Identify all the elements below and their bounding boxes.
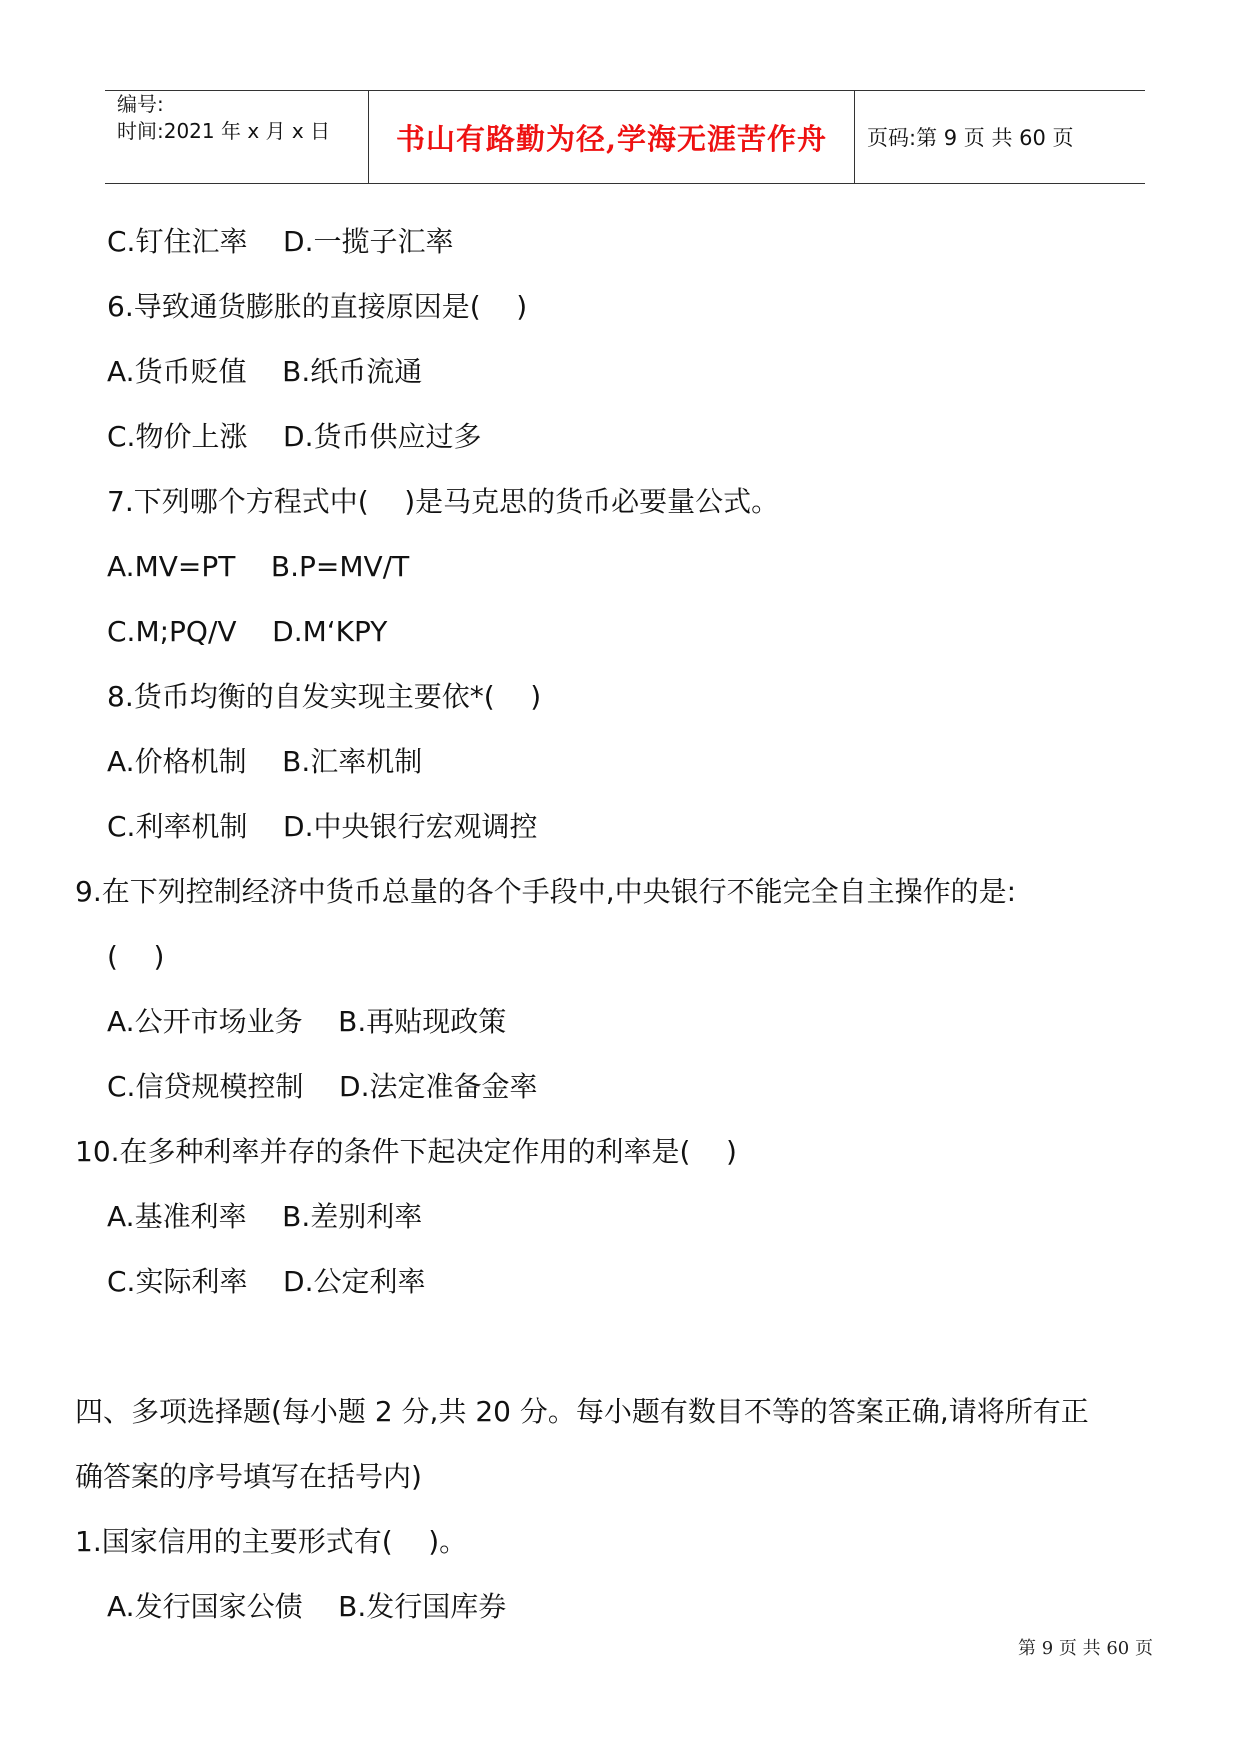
option-line: C.实际利率 D.公定利率 xyxy=(107,1265,426,1298)
section-heading: 确答案的序号填写在括号内) xyxy=(75,1460,422,1493)
section-heading: 四、多项选择题(每小题 2 分,共 20 分。每小题有数目不等的答案正确,请将所有正 xyxy=(75,1395,1089,1428)
text-line: C.钉住汇率 D.一揽子汇率 xyxy=(107,225,454,258)
time-label: 时间:2021 年 x 月 x 日 xyxy=(117,119,331,143)
number-label: 编号: xyxy=(117,92,164,116)
question-line: 8.货币均衡的自发实现主要依*( ) xyxy=(107,680,542,713)
page-footer: 第 9 页 共 60 页 xyxy=(1018,1638,1153,1659)
header-motto xyxy=(369,91,855,183)
option-line: A.基准利率 B.差别利率 xyxy=(107,1200,423,1233)
motto-text: 书山有路勤为径,学海无涯苦作舟 xyxy=(395,121,828,156)
option-line: A.MV=PT B.P=MV/T xyxy=(107,550,410,583)
option-line: C.利率机制 D.中央银行宏观调控 xyxy=(107,810,538,843)
option-line: C.M;PQ/V D.M‘KPY xyxy=(107,615,388,648)
page-header xyxy=(105,90,1145,184)
option-line: C.信贷规模控制 D.法定准备金率 xyxy=(107,1070,538,1103)
question-line: 1.国家信用的主要形式有( )。 xyxy=(75,1525,468,1558)
question-line: 9.在下列控制经济中货币总量的各个手段中,中央银行不能完全自主操作的是: xyxy=(75,875,1017,908)
option-line: A.公开市场业务 B.再贴现政策 xyxy=(107,1005,507,1038)
header-page-info: 页码:第 9 页 共 60 页 xyxy=(867,126,1074,150)
option-line: C.物价上涨 D.货币供应过多 xyxy=(107,420,482,453)
question-line: 10.在多种利率并存的条件下起决定作用的利率是( ) xyxy=(75,1135,737,1168)
option-line: A.发行国家公债 B.发行国库券 xyxy=(107,1590,507,1623)
question-line: ( ) xyxy=(107,940,165,973)
question-line: 7.下列哪个方程式中( )是马克思的货币必要量公式。 xyxy=(107,485,780,518)
header-meta xyxy=(105,91,369,183)
option-line: A.货币贬值 B.纸币流通 xyxy=(107,355,423,388)
question-line: 6.导致通货膨胀的直接原因是( ) xyxy=(107,290,528,323)
option-line: A.价格机制 B.汇率机制 xyxy=(107,745,423,778)
